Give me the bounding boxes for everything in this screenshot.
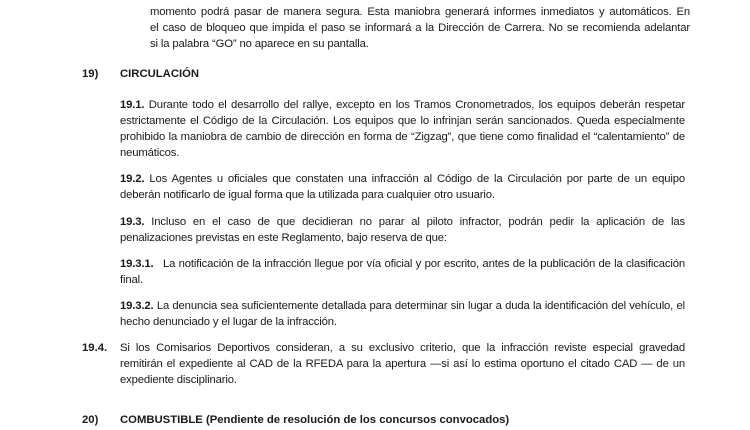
paragraph-text: Durante todo el desarrollo del rallye, excepto en los Tramos Cronometrados, los equipos deberán respetar estrictamente el Código de la Circulación. Los equipos que lo infrinjan serán sancionados. Queda especialmente prohibido la maniobra de cambio de dirección en forma de “Zigzag”, que tiene como finalidad el “calentamiento” de neumáticos. bbox=[120, 99, 685, 159]
intro-line: si la palabra “GO” no aparece en su pantalla. bbox=[150, 38, 369, 50]
paragraph-text: Incluso en el caso de que decidieran no parar al piloto infractor, podrán pedir la aplicación de las penalizaciones previstas en este Reglamento, bajo reserva de que: bbox=[120, 216, 685, 244]
paragraph-number: 19.1. bbox=[120, 99, 145, 111]
paragraph-number: 19.3.1. bbox=[120, 258, 154, 270]
paragraph-19-3-1 bbox=[120, 256, 685, 288]
paragraph-19-4-number: 19.4. bbox=[82, 342, 108, 354]
section-19-title: CIRCULACIÓN bbox=[120, 68, 200, 80]
section-19-number: 19) bbox=[82, 68, 99, 80]
paragraph-text: La notificación de la infracción llegue por vía oficial y por escrito, antes de la publicación de la clasificación final. bbox=[120, 258, 685, 286]
paragraph-19-2 bbox=[120, 171, 685, 203]
paragraph-19-3-2 bbox=[120, 298, 685, 330]
paragraph-number: 19.3.2. bbox=[120, 300, 154, 312]
paragraph-19-4 bbox=[120, 340, 685, 388]
section-20-title: COMBUSTIBLE (Pendiente de resolución de los concursos convocados) bbox=[120, 414, 510, 426]
paragraph-text: Los Agentes u oficiales que constaten una infracción al Código de la Circulación por parte de un equipo deberán notificarlo de igual forma que la utilizada para cualquier otro usuario. bbox=[120, 173, 685, 201]
paragraph-number: 19.3. bbox=[120, 216, 145, 228]
paragraph-19-3 bbox=[120, 214, 685, 246]
section-20-number: 20) bbox=[82, 414, 99, 426]
intro-line: momento podrá pasar de manera segura. Esta maniobra generará informes inmediatos y automáticos. En bbox=[150, 6, 690, 18]
paragraph-19-1 bbox=[120, 97, 685, 161]
paragraph-text: La denuncia sea suficientemente detallada para determinar sin lugar a duda la identificación del vehículo, el hecho denunciado y el lugar de la infracción. bbox=[120, 300, 685, 328]
paragraph-text: Si los Comisarios Deportivos consideran, a su exclusivo criterio, que la infracción reviste especial gravedad remitirán el expediente al CAD de la RFEDA para la apertura —si así lo estima oportuno el citado CAD — de un expediente disciplinario. bbox=[120, 342, 685, 386]
intro-paragraph bbox=[150, 4, 690, 52]
paragraph-number: 19.2. bbox=[120, 173, 145, 185]
intro-line: el caso de bloqueo que impida el paso se informará a la Dirección de Carrera. No se recomienda adelantar bbox=[150, 22, 690, 34]
